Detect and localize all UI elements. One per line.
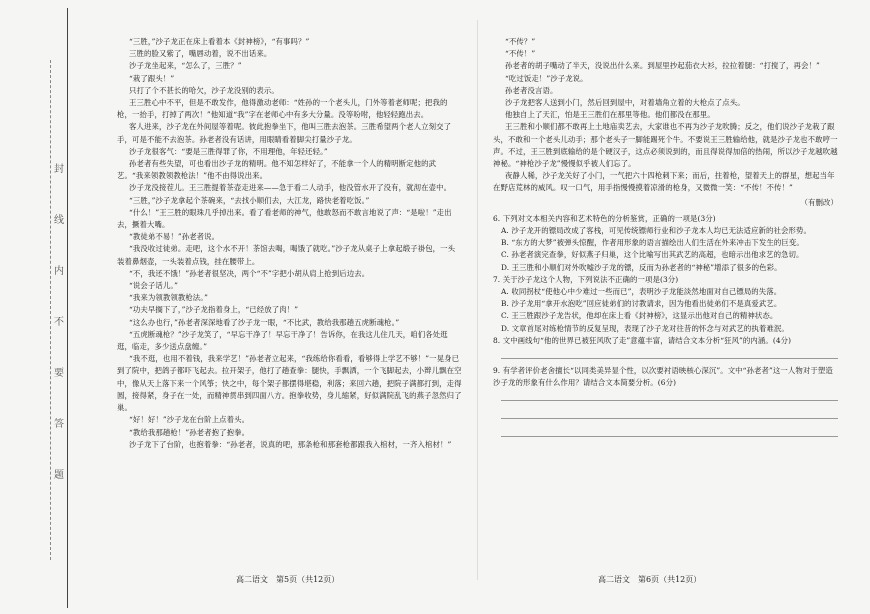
answer-line[interactable] [501, 389, 838, 401]
answer-option: B. 沙子龙用“拿开水泡吃”回应徒弟们的讨教请求，因为他看出徒弟们不是真爱武艺。 [501, 299, 782, 309]
story-paragraph: 孙老者有些失望，可也看出沙子龙的精明。他不知怎样好了，不能拿一个人的精明断定他的武艺。“我来领教领教枪法！”他不由得说出来。 [117, 159, 437, 181]
binding-margin [0, 0, 70, 614]
story-paragraph: “教徒弟不易！”孙老者说。 [129, 232, 220, 242]
question-stem: 9. 有学者评价老舍擅长“以同类美异显个性，以次要衬语映核心深沉”。文中“孙老者”这一人物对于塑造沙子龙的形象有什么作用？请结合文本简要分析。(6分) [493, 366, 833, 388]
story-paragraph: “不传？” [505, 37, 536, 46]
seal-char: 题 [54, 470, 64, 481]
story-paragraph: “什么！”王三胜的眼珠几乎掉出来。看了看老师的神气，他敢怒而不敢言地说了声：“是啦！”走出去，撅着大嘴。 [117, 207, 452, 230]
page-divider [477, 20, 478, 580]
story-paragraph: 沙子龙把客人送到小门，然后回到屋中，对着墙角立着的大枪点了点头。 [505, 98, 745, 108]
seal-char: 答 [54, 419, 64, 430]
page-footer-left: 高二语文 第5页（共12页） [236, 575, 340, 584]
right-column [493, 36, 838, 443]
answer-option: C. 孙老者演完查拳，好似燕子归巢，这个比喻写出其武艺的高超，也暗示出他求艺的急切。 [501, 250, 804, 260]
story-paragraph: 客人进来，沙子龙在外间屋等着呢。彼此抱拳坐下，他叫三胜去泡茶。三胜希望两个老人立刻交了手，可是不能不去泡茶。孙老者没有话讲，用眼睛看着脚尖打量沙子龙。 [117, 122, 452, 144]
seal-char: 线 [54, 215, 64, 226]
story-paragraph: 沙子龙没接茬儿。王三胜提着茶壶走进来——急于看二人动手，他没管水开了没有，就沏在壶中。 [129, 183, 452, 193]
story-paragraph: 只打了个不甚长的哈欠，沙子龙没别的表示。 [129, 85, 279, 95]
story-continuation [493, 36, 838, 195]
story-paragraph: “三胜，”沙子龙拿起个茶碗来，“去找小顺们去，大江龙，路快老着吃饭。” [129, 195, 370, 205]
story-paragraph: “我没收过徒弟。走吧，这个水不开！茶馆去喝，喝饿了就吃。”沙子龙从桌子上拿起缎子褂包，一头装着鼻烟壶，一头装着点钱，挂在腰带上。 [117, 244, 456, 266]
story-paragraph: 王三胜心中不平，但是不敢发作，他得激动老师：“姓孙的一个老头儿，门外等着老师呢；把我的枪，一抬手，打掉了两次！”他知道“我”字在老师心中有多大分量。没等吩咐，他轻轻跑出去。 [117, 98, 448, 120]
story-paragraph: 他独自上了天汇，怕是王三胜们在那里等他。他们都没在那里。 [505, 110, 715, 120]
story-paragraph: “这么办也行，”孙老者深深地看了沙子龙一眼，“不比武，教给我那趟五虎断魂枪。” [129, 317, 400, 327]
answer-option: A. 沙子龙开的镖局改成了客栈，可见传统镖师行业和沙子龙本人均已无法适应新的社会形势。 [501, 226, 811, 236]
story-paragraph: 沙子龙很客气：“要是三胜得罪了你，不用理他，年轻还轻。” [129, 146, 328, 156]
answer-option: D. 文章首尾对练枪情节的反复呈现，表现了沙子龙对往昔的怀念与对武艺的执着难泯。 [501, 323, 789, 333]
story-paragraph: 三胜的脸又紫了，嘴唇动着，说不出话来。 [129, 49, 272, 59]
story-paragraph: “不传！” [505, 49, 536, 59]
seal-char: 要 [54, 368, 64, 379]
story-paragraph: 孙老者的胡子嘴动了半天，没说出什么来。到屋里抄起茄衣大衫，拉拉着腿：“打搅了，再会！” [505, 61, 820, 71]
story-paragraph: “我来为领教领教枪法。” [129, 293, 208, 303]
story-paragraph: “三胜，”沙子龙正在床上看着本《封神榜》，“有事吗？” [129, 37, 310, 46]
answer-line[interactable] [501, 425, 838, 437]
seal-notice [54, 160, 68, 481]
story-paragraph: “教给我那趟枪！”孙老者抱了抱拳。 [129, 427, 250, 437]
story-paragraph: 夜静人稀，沙子龙关好了小门，一气把六十四枪刺下来；而后，拄着枪，望着天上的群星，想起当年在野店荒林的威风。叹一口气，用手指慢慢摸着凉滑的枪身，又微微一笑：“不传！不传！” [493, 171, 835, 193]
left-column [117, 36, 462, 451]
story-paragraph: “功夫早搁下了，”沙子龙指着身上，“已经放了肉！” [129, 305, 299, 315]
answer-option: D. 王三胜和小顺们对外吹嘘沙子龙的镖，反而为孙老者的“神秘”增添了很多的色彩。 [501, 262, 782, 272]
story-paragraph: 孙老者没言语。 [505, 85, 558, 95]
story-paragraph: 王三胜和小顺们都不敢再上土地庙卖艺去，大家谁也不再为沙子龙吹腾；反之，他们说沙子龙栽了跟头，不敢和一个老头儿动手；那个老头子一脚能踢死个牛。不要说王三胜输给他，就是沙子龙也不敢哼一声。不过，王三胜到底输给的是个硬汉子，这点必须说到的，而且得说得加倍的热闹，所以沙子龙越吹越神秘。“神枪沙子龙”慢慢似乎被人们忘了。 [493, 122, 838, 169]
story-paragraph: 沙子龙坐起来，“怎么了，三胜？” [129, 61, 242, 71]
answer-option: B. “东方的大梦”被弹头惊醒，作者用形象的语言描绘出人们生活在外来冲击下发生的巨变。 [501, 238, 804, 248]
question-stem: 7. 关于沙子龙这个人物，下列说法不正确的一项是(3分) [493, 274, 679, 284]
story-paragraph: “吃过饭走！”沙子龙说。 [505, 73, 588, 83]
story-paragraph: “栽了跟头！” [129, 73, 175, 83]
cut-line [50, 60, 51, 560]
story-paragraph: “五虎断魂枪？”沙子龙笑了，“早忘干净了！早忘干净了！告诉你，在我这儿住几天，咱们各处逛逛，临走，多少送点盘缠。” [117, 329, 448, 352]
answer-option: C. 王三胜跟沙子龙告状，他却在床上看《封神榜》，这显示出他对自己的精神状态。 [501, 311, 778, 321]
question-stem: 8. 文中画线句“他的世界已被狂风吹了走”意蕴丰富，请结合文本分析“狂风”的内涵。(4分) [493, 335, 792, 345]
source-note: （有删改） [800, 197, 838, 207]
seal-char: 封 [54, 164, 64, 175]
story-paragraph: “好！好！”沙子龙在台阶上点着头。 [129, 415, 250, 425]
answer-line[interactable] [501, 347, 838, 359]
question-stem: 6. 下列对文本相关内容和艺术特色的分析鉴赏，正确的一项是(3分) [493, 213, 716, 223]
answer-line[interactable] [501, 407, 838, 419]
seal-char: 不 [54, 317, 64, 328]
page-footer-right: 高二语文 第6页（共12页） [598, 575, 702, 584]
story-paragraph: “不，我还不饿！”孙老者很坚决，两个“不”字把小胡从肩上抢到后边去。 [129, 268, 370, 278]
story-paragraph: “说会子话儿。” [129, 281, 179, 291]
question-block [493, 213, 838, 438]
answer-option: A. 收同拐杖“使他心中少难过一些而已”，表明沙子龙能淡然地面对自己镖局的失落。 [501, 287, 782, 297]
story-paragraph: 沙子龙下了台阶，也抱着拳：“孙老者，说真的吧，那条枪和那套枪都跟我入棺材，一齐入棺材！” [129, 439, 452, 449]
seal-char: 内 [54, 266, 64, 277]
story-paragraph: “我不逛，也用不着钱，我来学艺！”孙老者立起来，“我练给你看看，看够得上学艺不够！”一晃身已到了院中，把鸽子都吓飞起去。拉开架子，他打了趟查拳：腿快，手飘洒，一个飞脚起去，小辫儿飘在空中，像从天上落下来一个风筝；快之中，每个架子都摆得堪稳，利落；来回六趟，把院子满都打到，走得圆，接得紧，身子在一处，而精神贯串到四面八方。抱拳收势，身儿缩紧，好似满院乱飞的燕子忽然归了巢。 [117, 354, 462, 413]
